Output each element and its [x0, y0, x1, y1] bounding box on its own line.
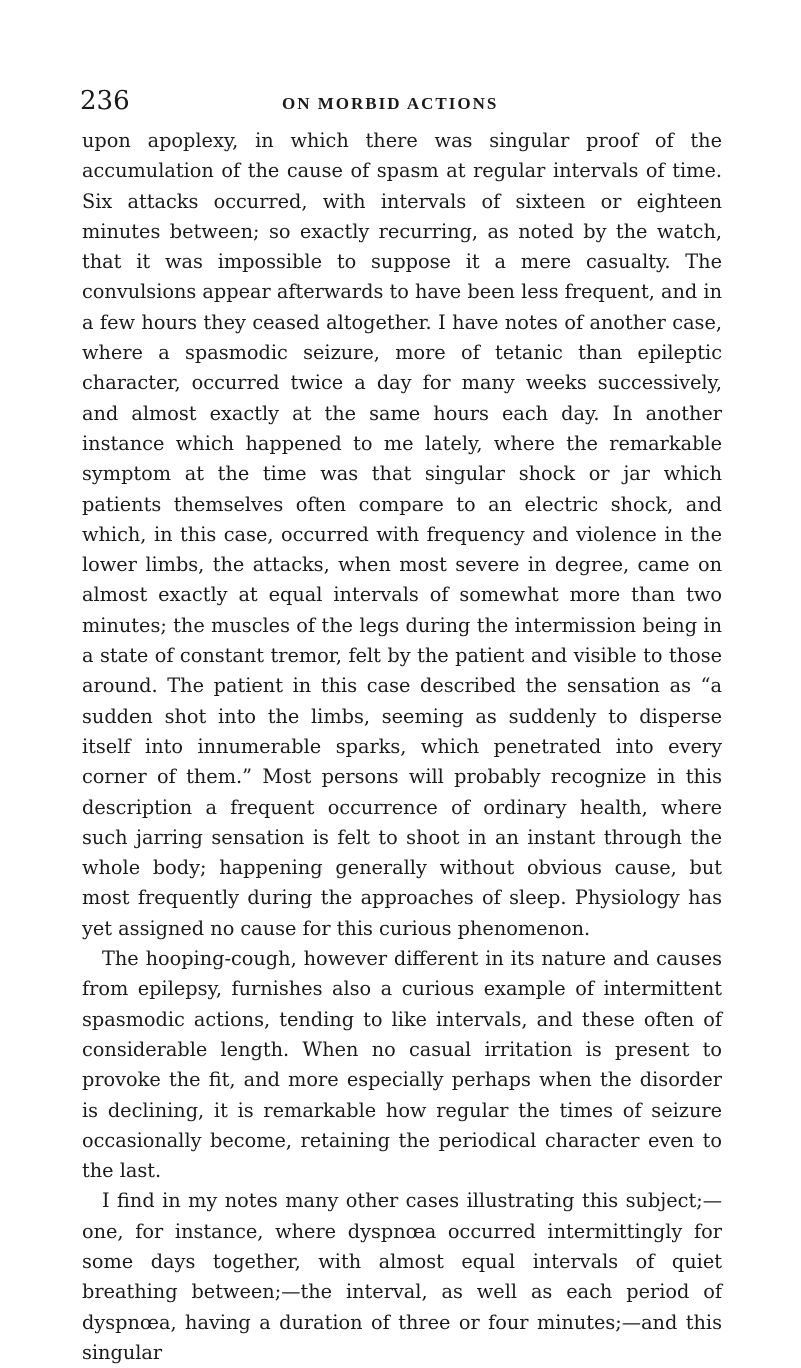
- book-page: [82, 86, 722, 1368]
- running-title: ON MORBID ACTIONS: [282, 94, 499, 113]
- paragraph-hooping-cough: The hooping-cough, however different in its nature and causes from epilepsy, furnishes also a curious example of intermittent spasmodic actions, tending to like intervals, and these often of considerable length. When no casual irritation is present to provoke the fit, and more especially perhaps when the disorder is declining, it is remarkable how regular the times of seizure occasionally become, retaining the periodical character even to the last.: [82, 947, 722, 1183]
- paragraph-dyspnoea-notes: I find in my notes many other cases illustrating this subject;—one, for instance, where dyspnœa occurred intermittingly for some days together, with almost equal intervals of quiet breathing between;—the interval, as well as each period of dyspnœa, having a duration of three or four minutes;—and this singular: [82, 1189, 722, 1364]
- running-head: [82, 86, 722, 126]
- page-number: 236: [80, 86, 130, 116]
- body-text: [82, 126, 722, 1368]
- paragraph-apoplexy-cases: upon apoplexy, in which there was singular proof of the accumulation of the cause of spasm at regular intervals of time. Six attacks occurred, with intervals of sixteen or eighteen minutes between; so exactly recurring, as noted by the watch, that it was impossible to suppose it a mere casualty. The convulsions appear afterwards to have been less frequent, and in a few hours they ceased altogether. I have notes of another case, where a spasmodic seizure, more of tetanic than epileptic character, occurred twice a day for many weeks successively, and almost exactly at the same hours each day. In another instance which happened to me lately, where the remarkable symptom at the time was that singular shock or jar which patients themselves often compare to an electric shock, and which, in this case, occurred with frequency and violence in the lower limbs, the attacks, when most severe in degree, came on almost exactly at equal intervals of somewhat more than two minutes; the muscles of the legs during the intermission being in a state of constant tremor, felt by the patient and visible to those around. The patient in this case described the sensation as “a sudden shot into the limbs, seeming as suddenly to disperse itself into innumerable sparks, which penetrated into every corner of them.” Most persons will probably recognize in this description a frequent occurrence of ordinary health, where such jarring sensation is felt to shoot in an instant through the whole body; happening generally without obvious cause, but most frequently during the approaches of sleep. Physiology has yet assigned no cause for this curious phenomenon.: [82, 129, 722, 940]
